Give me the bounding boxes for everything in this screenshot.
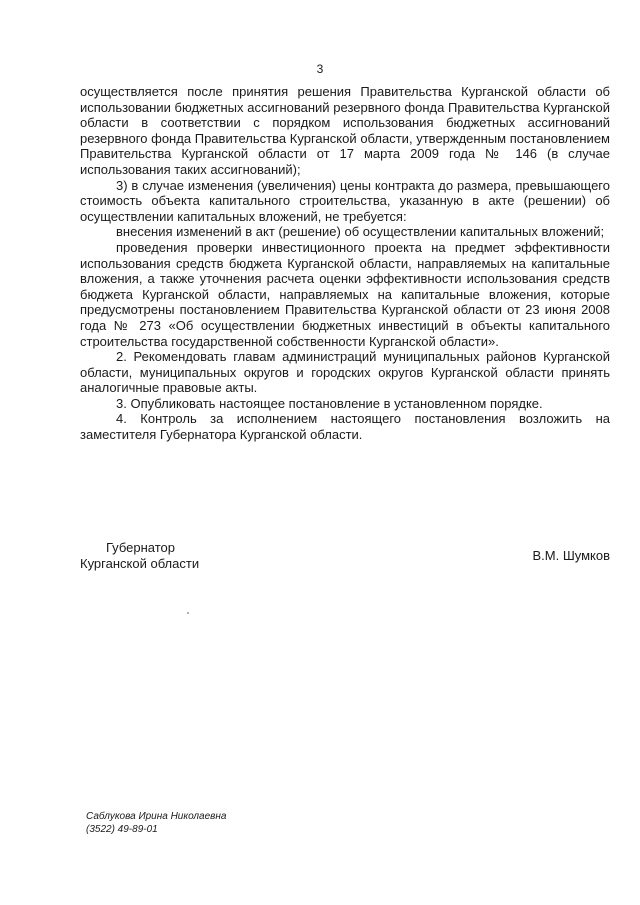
paragraph-item-3: 3) в случае изменения (увеличения) цены контракта до размера, превышающего стоимость объекта капитального строительства, указанную в акте (решении) об осуществлении капитальных вложений, не требуется: — [80, 177, 610, 224]
paragraph-control: 4. Контроль за исполнением настоящего постановления возложить на заместителя Губернатора Курганской области. — [80, 411, 610, 443]
executor-phone: (3522) 49-89-01 — [86, 824, 158, 835]
paragraph-publication: 3. Опубликовать настоящее постановление в установленном порядке. — [116, 395, 543, 411]
paragraph-continuation: осуществляется после принятия решения Правительства Курганской области об использовании бюджетных ассигнований резервного фонда Правительства Курганской области в соответствии с порядком использования бюджетных ассигнований резервного фонда Правительства Курганской области, утвержденным постановлением Правительства Курганской области от 17 марта 2009 года № 146 (в случае использования таких ассигнований); — [80, 84, 610, 177]
page-number: 3 — [316, 62, 324, 76]
signatory-title-line2: Курганской области — [80, 556, 200, 571]
signatory-title — [80, 540, 199, 572]
document-body — [80, 84, 610, 443]
paragraph-recommendation: 2. Рекомендовать главам администраций муниципальных районов Курганской области, муниципальных округов и городских округов Курганской области принять аналогичные правовые акты. — [80, 349, 610, 396]
paragraph-subitem-review: проведения проверки инвестиционного проекта на предмет эффективности использования средств бюджета Курганской области, направляемых на капитальные вложения, а также уточнения расчета оценки эффективности использования средств бюджета Курганской области, направляемых на капитальные вложения, которые предусмотрены постановлением Правительства Курганской области от 23 июня 2008 года № 273 «Об осуществлении бюджетных инвестиций в объекты капитального строительства государственной собственности Курганской области». — [80, 239, 610, 349]
scan-speck — [187, 612, 189, 614]
signatory-name: В.М. Шумков — [532, 548, 610, 563]
executor-info — [86, 810, 226, 836]
executor-name: Саблукова Ирина Николаевна — [86, 811, 227, 822]
paragraph-subitem-amendments: внесения изменений в акт (решение) об осуществлении капитальных вложений; — [116, 224, 605, 240]
signatory-title-line1: Губернатор — [106, 540, 175, 555]
